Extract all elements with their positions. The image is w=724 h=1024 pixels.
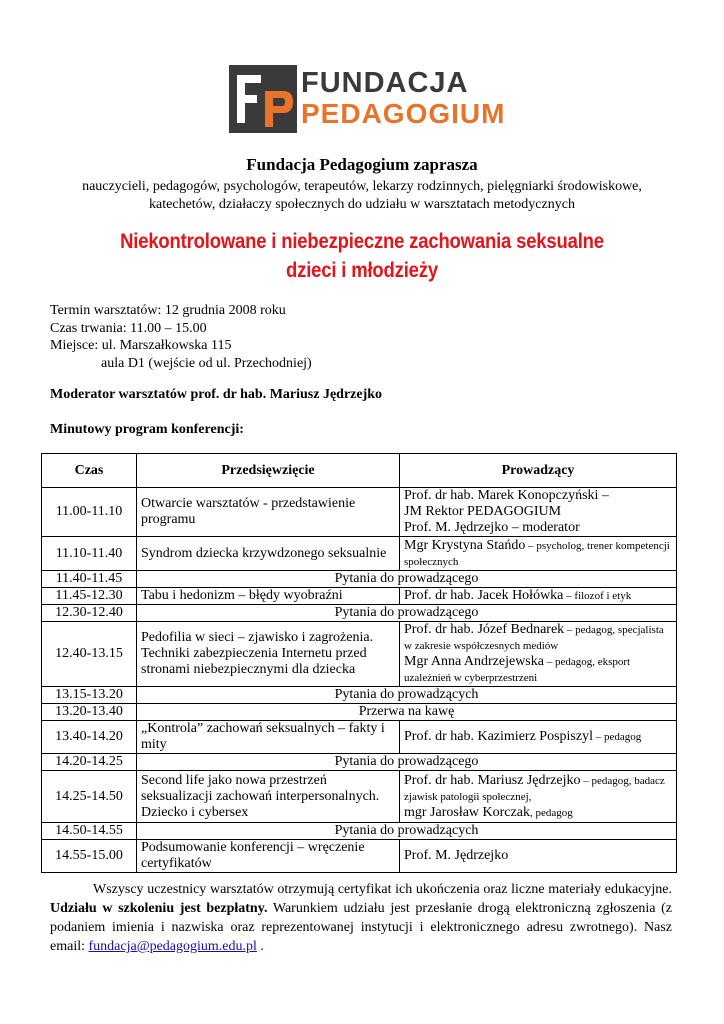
row-time: 14.25-14.50: [42, 771, 137, 823]
table-row: [42, 537, 677, 571]
info-place-room: aula D1 (wejście od ul. Przechodniej): [101, 355, 312, 371]
row-host: [400, 771, 677, 823]
logo-word-fundacja: FUNDACJA: [301, 67, 469, 99]
row-time: 13.15-13.20: [42, 687, 137, 704]
intro-line-2: katechetów, działaczy społecznych do udziału w warsztatach metodycznych: [149, 197, 575, 212]
row-time: 12.30-12.40: [42, 605, 137, 622]
moderator-line: Moderator warsztatów prof. dr hab. Mariusz Jędrzejko: [50, 387, 383, 402]
program-table: [41, 453, 677, 873]
row-time: 11.00-11.10: [42, 488, 137, 537]
info-duration: Czas trwania: 11.00 – 15.00: [50, 320, 207, 336]
row-span: Przerwa na kawę: [137, 704, 677, 721]
row-event: Second life jako nowa przestrzeń seksualizacji zachowań interpersonalnych. Dziecko i cybersex: [137, 771, 400, 823]
table-row: [42, 488, 677, 537]
header-event: Przedsięwzięcie: [137, 454, 400, 488]
row-event: Tabu i hedonizm – błędy wyobraźni: [137, 588, 400, 605]
host-name: Mgr Krystyna Stańdo: [404, 537, 526, 553]
row-host: Prof. M. Jędrzejko: [400, 840, 677, 873]
host-name: Prof. dr hab. Kazimierz Pospiszyl: [404, 729, 593, 744]
info-date: Termin warsztatów: 12 grudnia 2008 roku: [50, 303, 286, 318]
row-event: Pedofilia w sieci – zjawisko i zagrożenia. Techniki zabezpieczenia Internetu przed stronami niebezpiecznymi dla dziecka: [137, 622, 400, 687]
row-event: Otwarcie warsztatów - przedstawienie programu: [137, 488, 400, 537]
row-span: Pytania do prowadzącego: [137, 571, 677, 588]
contact-email-link[interactable]: fundacja@pedagogium.edu.pl: [88, 939, 257, 954]
table-row: [42, 704, 677, 721]
row-host: [400, 488, 677, 537]
row-time: 14.55-15.00: [42, 840, 137, 873]
header-host: Prowadzący: [400, 454, 677, 488]
host-note: – filozof i etyk: [563, 590, 632, 602]
table-row: [42, 605, 677, 622]
table-row: [42, 588, 677, 605]
fundacja-pedagogium-logo: [229, 65, 506, 133]
intro-line-1: nauczycieli, pedagogów, psychologów, terapeutów, lekarzy rodzinnych, pielęgniarki środowiskowe,: [82, 179, 642, 194]
workshop-info: [50, 302, 312, 372]
footer-end: .: [256, 939, 264, 954]
row-span: Pytania do prowadzących: [137, 687, 677, 704]
table-row: [42, 687, 677, 704]
table-row: [42, 840, 677, 873]
row-span: Pytania do prowadzącego: [137, 754, 677, 771]
table-header-row: [42, 454, 677, 488]
header-time: Czas: [42, 454, 137, 488]
intro-audience: [0, 178, 724, 214]
host-note: , pedagog: [529, 806, 573, 819]
row-host: [400, 537, 677, 571]
table-row: [42, 754, 677, 771]
host-name: Mgr Anna Andrzejewska: [404, 654, 544, 669]
workshop-title-line-2: dzieci i młodzieży: [286, 259, 438, 282]
table-row: [42, 721, 677, 754]
table-row: [42, 823, 677, 840]
logo-fp-icon: [229, 65, 297, 133]
table-row: [42, 771, 677, 823]
info-place: Miejsce: ul. Marszałkowska 115: [50, 338, 232, 353]
workshop-title: [43, 227, 680, 285]
row-span: Pytania do prowadzących: [137, 823, 677, 840]
row-time: 12.40-13.15: [42, 622, 137, 687]
host-note: – psycholog, trener kompetencji społecznych: [404, 539, 670, 568]
host-note: – pedagog, specjalista w zakresie współczesnych mediów: [404, 624, 664, 652]
table-row: [42, 622, 677, 687]
host-name: mgr Jarosław Korczak: [404, 804, 530, 820]
host-note: – pedagog, badacz zjawisk patologii społecznej,: [404, 774, 665, 803]
footer-paragraph: [50, 880, 672, 956]
logo-word-pedagogium: PEDAGOGIUM: [301, 98, 506, 129]
row-time: 11.45-12.30: [42, 588, 137, 605]
row-time: 13.40-14.20: [42, 721, 137, 754]
table-row: [42, 571, 677, 588]
host-name: Prof. dr hab. Marek Konopczyński –: [404, 488, 609, 503]
row-event: „Kontrola” zachowań seksualnych – fakty i mity: [137, 721, 400, 754]
row-time: 14.50-14.55: [42, 823, 137, 840]
host-name: JM Rektor PEDAGOGIUM: [404, 504, 562, 519]
row-time: 14.20-14.25: [42, 754, 137, 771]
row-host: [400, 588, 677, 605]
row-time: 11.10-11.40: [42, 537, 137, 571]
footer-text-2: Warunkiem udziału jest przesłanie drogą elektroniczną zgłoszenia (z podaniem imienia i nazwiska oraz reprezentowanej instytucji i elektronicznego adresu zwrotnego). Nasz email:: [50, 901, 672, 954]
logo-fp-mark: [229, 65, 297, 133]
row-time: 11.40-11.45: [42, 571, 137, 588]
footer-free-notice: Udziału w szkoleniu jest bezpłatny.: [50, 901, 268, 916]
host-name: Prof. dr hab. Mariusz Jędrzejko: [404, 772, 581, 788]
row-event: Podsumowanie konferencji – wręczenie certyfikatów: [137, 840, 400, 873]
intro-heading: Fundacja Pedagogium zaprasza: [246, 155, 478, 174]
workshop-title-line-1: Niekontrolowane i niebezpieczne zachowania seksualne: [120, 230, 604, 253]
footer-text-1: Wszyscy uczestnicy warsztatów otrzymują certyfikat ich ukończenia oraz liczne materiały edukacyjne.: [93, 882, 672, 897]
host-name: Prof. dr hab. Józef Bednarek: [404, 622, 565, 637]
row-event: Syndrom dziecka krzywdzonego seksualnie: [137, 537, 400, 571]
row-span: Pytania do prowadzącego: [137, 605, 677, 622]
host-note: – pedagog, eksport uzależnień w cyberprzestrzeni: [404, 656, 631, 684]
host-name: Prof. dr hab. Jacek Hołówka: [404, 588, 564, 603]
host-note: – pedagog: [592, 731, 642, 743]
row-host: [400, 721, 677, 754]
row-time: 13.20-13.40: [42, 704, 137, 721]
row-host: [400, 622, 677, 687]
program-heading: Minutowy program konferencji:: [50, 422, 244, 437]
host-name: Prof. M. Jędrzejko – moderator: [404, 520, 580, 535]
